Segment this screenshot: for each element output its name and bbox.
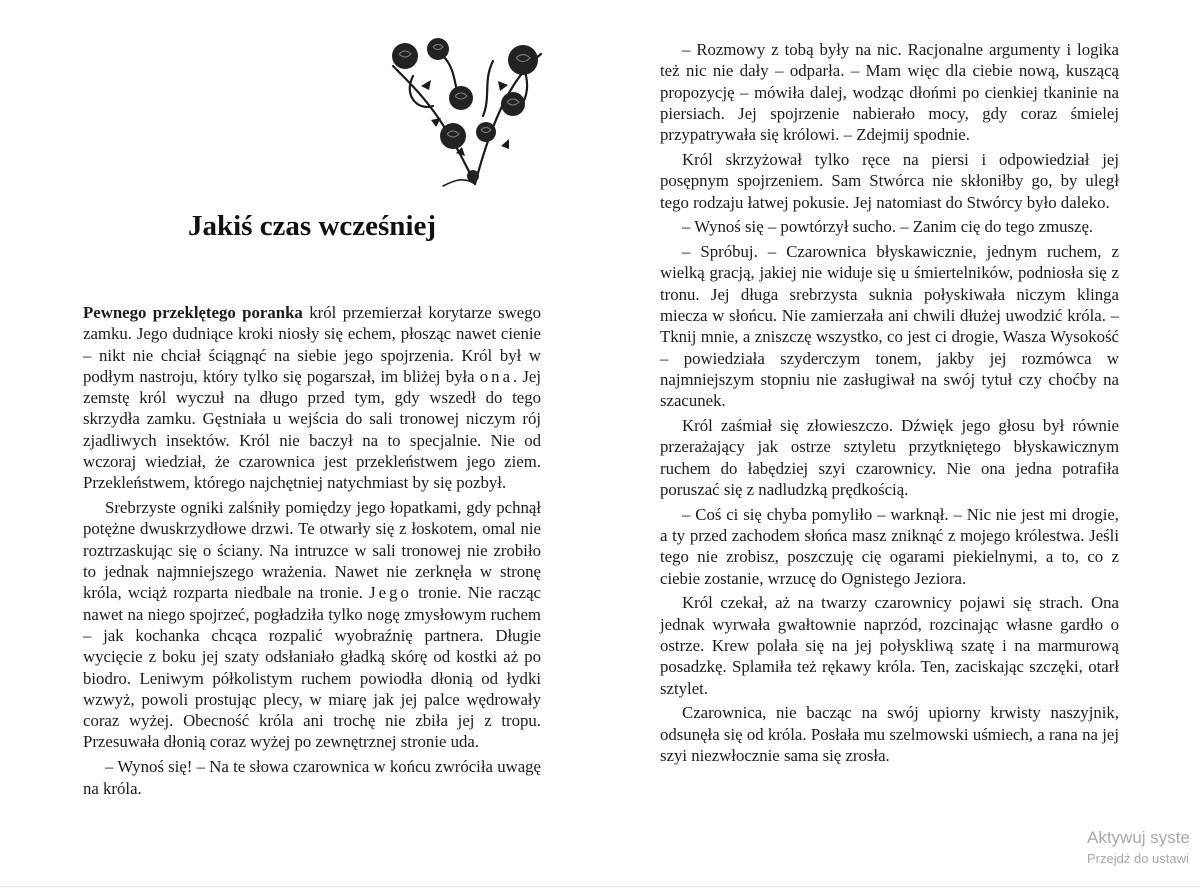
paragraph: – Rozmowy z tobą były na nic. Racjonalne argumenty i logika też nic nie dały – odparła. – Mam więc dla ciebie nową, kuszącą propozycję – mówiła dalej, wodząc dłońmi po cienkiej tkaninie na piersiach. Jej spojrzenie nabierało mocy, gdy coraz śmielej przypatrywała się królowi. – Zdejmij spodnie. xyxy=(660,40,1119,145)
right-page xyxy=(660,36,1119,866)
paragraph: – Coś ci się chyba pomyliło – warknął. – Nic nie jest mi drogie, a ty przed zachodem słońca masz zniknąć z mojego królestwa. Jeśli tego nie zrobisz, poszczuję cię ogarami piekielnymi, a to, co z ciebie zostanie, wrzucę do Ognistego Jeziora. xyxy=(660,504,1119,588)
emphasized-word: ona xyxy=(479,366,514,386)
paragraph-text: Srebrzyste ogniki zalśniły pomiędzy jego łopatkami, gdy pchnął potężne dwuskrzydłowe drzwi. Te otwarły się z łoskotem, omal nie roztrzaskując się o ściany. Na intruzce w sali tronowej nie zrobiło to jednak najmniejszego wrażenia. Nawet nie zerknęła w stronę króla, wciąż rozparta niedbale na tronie. xyxy=(83,498,541,603)
paragraph: – Spróbuj. – Czarownica błyskawicznie, jednym ruchem, z wielką gracją, jakiej nie widuje się u śmiertelników, podniosła się z tronu. Jej długa srebrzysta suknia połyskiwała niczym klinga miecza w słońcu. Nie zamierzała ani chwili dłużej uwodzić króla. – Tknij mnie, a zniszczę wszystko, co jest ci drogie, Wasza Wysokość – powiedziała szyderczym tonem, jakby jej rozmówca w najmniejszym stopniu nie zasługiwał na swój tytuł czy choćby na szacunek. xyxy=(660,242,1119,411)
emphasized-word: Jego xyxy=(369,583,412,603)
paragraph: Król zaśmiał się złowieszczo. Dźwięk jego głosu był równie przerażający jak ostrze sztyletu przytkniętego błyskawicznym ruchem do łabędziej szyi czarownicy. Nie ona jedna potrafiła poruszać się z nadludzką prędkością. xyxy=(660,416,1119,499)
rose-vine-ornament-icon xyxy=(383,36,548,191)
paragraph: – Wynoś się! – Na te słowa czarownica w końcu zwróciła uwagę na króla. xyxy=(83,757,541,798)
watermark-line-2: Przejdź do ustawi xyxy=(1087,851,1189,866)
left-page xyxy=(83,36,541,866)
paragraph: – Wynoś się – powtórzył sucho. – Zanim cię do tego zmuszę. xyxy=(682,217,1094,237)
paragraph-text: tronie. Nie racząc nawet na niego spojrzeć, pogładziła tylko nogę zmysłowym ruchem – jak kochanka chcąca rozpalić wyobraźnię partnera. Długie wycięcie z boku jej szaty odsłaniało gładką skórę od kostki aż po biodro. Leniwym półkolistym ruchem powiodła dłonią od łydki wzwyż, powoli prostując plecy, w miarę jak jej palce wędrowały coraz wyżej. Obecność króla ani trochę nie zbiła jej z tropu. Przesuwała dłonią coraz wyżej po zewnętrznej stronie uda. xyxy=(83,583,541,752)
paragraph-text: król przemierzał korytarze swego zamku. Jego dudniące kroki niosły się echem, płosząc nawet cienie – nikt nie chciał ściągnąć na siebie jego spojrzenia. Król był w podłym nastroju, który tylko się pogarszał, im bliżej była xyxy=(83,303,541,386)
watermark-line-1: Aktywuj syste xyxy=(1087,828,1190,847)
paragraph xyxy=(83,302,541,494)
chapter-title: Jakiś czas wcześniej xyxy=(187,210,437,242)
paragraph: Król skrzyżował tylko ręce na piersi i odpowiedział jej posępnym spojrzeniem. Sam Stwórca nie skłoniłby go, by uległ tego rodzaju łatwej pokusie. Jej natomiast do Stwórcy było daleko. xyxy=(660,149,1119,212)
paragraph xyxy=(83,497,541,753)
right-body-text xyxy=(660,39,1119,770)
activation-watermark xyxy=(1087,826,1190,868)
paragraph: Czarownica, nie bacząc na swój upiorny krwisty naszyjnik, odsunęła się od króla. Posłała mu szelmowski uśmiech, a rana na jej szyi niezwłocznie sama się zrosła. xyxy=(660,703,1119,765)
bottom-divider xyxy=(0,886,1200,887)
paragraph: Król czekał, aż na twarzy czarownicy pojawi się strach. Ona jednak wyrwała gwałtownie naprzód, rozcinając własne gardło o ostrze. Krew polała się na jej połyskliwą szatę i na marmurową posadzkę. Splamiła też rękawy króla. Ten, zaciskając szczęki, otarł sztylet. xyxy=(660,593,1119,698)
paragraph-lead: Pewnego przeklętego poranka xyxy=(83,303,303,322)
left-body-text xyxy=(83,302,541,802)
paragraph-text: . Jej zemstę król wyczuł na długo przed tym, gdy wszedł do tego skrzydła zamku. Gęstniała u wejścia do sali tronowej niczym rój zjadliwych insektów. Król nie baczył na to specjalnie. Nie od wczoraj wiedział, że czarownica jest przekleństwem jego ziem. Przekleństwem, którego najchętniej natychmiast by się pozbył. xyxy=(83,366,541,493)
